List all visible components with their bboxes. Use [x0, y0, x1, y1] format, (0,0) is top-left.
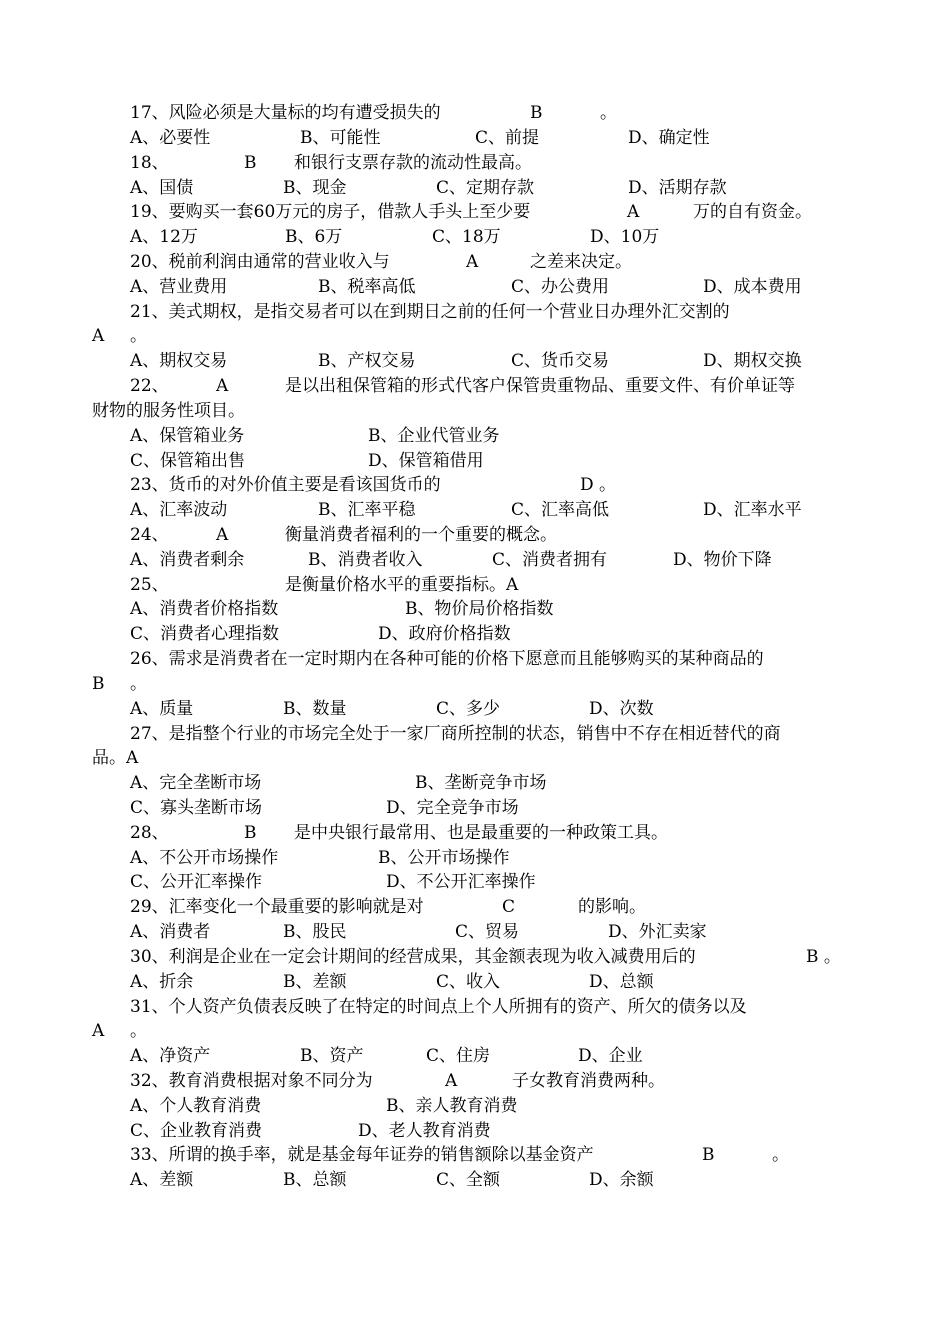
text-segment: 26、需求是消费者在一定时期内在各种可能的价格下愿意而且能够购买的某种商品的: [130, 649, 764, 669]
option-line: [0, 126, 950, 150]
text-segment: A、保管箱业务: [130, 425, 245, 446]
text-segment: 衡量消费者福利的一个重要的概念。: [285, 524, 557, 545]
text-segment: D、企业: [578, 1046, 643, 1067]
text-segment: B、可能性: [300, 127, 381, 148]
text-segment: C、18万: [432, 227, 501, 248]
option-line: [0, 275, 950, 299]
text-segment: 20、税前利润由通常的营业收入与: [130, 251, 390, 272]
text-segment: D、余额: [589, 1170, 654, 1191]
text-segment: C、全额: [436, 1170, 501, 1191]
option-line: [0, 597, 950, 621]
question-line: [0, 945, 950, 969]
text-segment: C、企业教育消费: [130, 1120, 263, 1141]
text-segment: D、完全竞争市场: [386, 798, 519, 818]
question-line: [0, 374, 950, 398]
option-line: [0, 1119, 950, 1143]
text-segment: B: [92, 673, 105, 694]
option-line: [0, 1019, 950, 1043]
option-line: [0, 746, 950, 770]
text-segment: A、必要性: [130, 127, 211, 148]
question-line: [0, 722, 950, 746]
option-line: [0, 672, 950, 696]
option-line: [0, 1044, 950, 1068]
text-segment: 是以出租保管箱的形式代客户保管贵重物品、重要文件、有价单证等: [285, 376, 795, 396]
text-segment: C、货币交易: [511, 351, 610, 372]
text-segment: B、物价局价格指数: [405, 599, 554, 620]
text-segment: 27、是指整个行业的市场完全处于一家厂商所控制的状态，销售中不存在相近替代的商: [130, 723, 781, 744]
text-segment: B、消费者收入: [308, 549, 423, 570]
question-line: [0, 573, 950, 597]
text-segment: C、消费者拥有: [492, 549, 608, 570]
option-line: [0, 870, 950, 894]
text-segment: B、股民: [283, 922, 347, 943]
text-segment: 。: [772, 1145, 789, 1166]
text-segment: B: [244, 822, 257, 843]
option-line: [0, 846, 950, 870]
question-line: [0, 101, 950, 125]
text-segment: 财物的服务性项目。: [92, 400, 245, 421]
text-segment: 和银行支票存款的流动性最高。: [294, 152, 532, 173]
text-segment: A: [466, 251, 479, 272]
text-segment: A、质量: [130, 698, 194, 719]
text-segment: A、折余: [130, 971, 194, 992]
text-segment: A、不公开市场操作: [130, 847, 279, 868]
option-line: [0, 1094, 950, 1118]
text-segment: A: [216, 524, 229, 545]
text-segment: C、汇率高低: [511, 500, 610, 521]
text-segment: 18、: [130, 152, 169, 173]
option-line: [0, 225, 950, 249]
question-line: [0, 1069, 950, 1093]
text-segment: 万的自有资金。: [693, 202, 812, 223]
text-segment: A、12万: [130, 227, 198, 248]
text-segment: 29、汇率变化一个最重要的影响就是对: [130, 897, 424, 918]
text-segment: 是中央银行最常用、也是最重要的一种政策工具。: [294, 822, 668, 843]
question-line: [0, 647, 950, 671]
option-line: [0, 399, 950, 423]
text-segment: D 。: [580, 475, 617, 496]
text-segment: 33、所谓的换手率，就是基金每年证券的销售额除以基金资产: [130, 1145, 594, 1166]
text-segment: D、外汇卖家: [608, 922, 707, 943]
text-segment: A: [92, 326, 105, 347]
text-segment: 。: [130, 326, 147, 347]
text-segment: 23、货币的对外价值主要是看该国货币的: [130, 475, 441, 496]
text-segment: 17、风险必须是大量标的均有遭受损失的: [130, 103, 441, 123]
text-segment: A、个人教育消费: [130, 1095, 262, 1116]
text-segment: 28、: [130, 822, 169, 843]
text-segment: B、企业代管业务: [368, 425, 500, 446]
text-segment: C、办公费用: [511, 276, 610, 297]
text-segment: B、总额: [283, 1170, 347, 1191]
text-segment: A、国债: [130, 177, 194, 198]
text-segment: D、确定性: [628, 127, 710, 148]
option-line: [0, 970, 950, 994]
text-segment: B、亲人教育消费: [386, 1095, 518, 1116]
text-segment: A、消费者: [130, 922, 211, 943]
option-line: [0, 771, 950, 795]
text-segment: D、保管箱借用: [368, 450, 484, 471]
option-line: [0, 349, 950, 373]
question-line: [0, 200, 950, 224]
text-segment: D、期权交换: [703, 351, 802, 372]
text-segment: A、差额: [130, 1170, 194, 1191]
text-segment: D、10万: [590, 227, 660, 248]
text-segment: B、垄断竞争市场: [415, 773, 547, 794]
text-segment: C: [502, 897, 516, 918]
text-segment: D、总额: [589, 971, 654, 992]
text-segment: B、差额: [283, 971, 347, 992]
text-segment: C、多少: [436, 698, 501, 719]
text-segment: A、汇率波动: [130, 500, 228, 521]
text-segment: A、消费者剩余: [130, 549, 245, 570]
text-segment: 22、: [130, 376, 169, 396]
text-segment: 。: [600, 103, 617, 123]
text-segment: B、数量: [283, 698, 347, 719]
text-segment: C、寡头垄断市场: [130, 798, 263, 818]
text-segment: C、消费者心理指数: [130, 624, 280, 645]
text-segment: C、贸易: [455, 922, 520, 943]
question-line: [0, 473, 950, 497]
text-segment: A、期权交易: [130, 351, 228, 372]
text-segment: 31、个人资产负债表反映了在特定的时间点上个人所拥有的资产、所欠的债务以及: [130, 996, 747, 1017]
text-segment: C、前提: [475, 127, 540, 148]
text-segment: 21、美式期权，是指交易者可以在到期日之前的任何一个营业日办理外汇交割的: [130, 301, 730, 322]
text-segment: 25、: [130, 574, 169, 595]
question-line: [0, 523, 950, 547]
text-segment: A: [627, 202, 640, 223]
option-line: [0, 449, 950, 473]
option-line: [0, 920, 950, 944]
question-line: [0, 300, 950, 324]
text-segment: B: [530, 103, 543, 123]
text-segment: D、不公开汇率操作: [386, 872, 536, 893]
option-line: [0, 796, 950, 820]
text-segment: B、公开市场操作: [378, 847, 510, 868]
text-segment: C、保管箱出售: [130, 450, 246, 471]
text-segment: B: [702, 1145, 715, 1166]
text-segment: 品。A: [92, 748, 139, 769]
text-segment: B、6万: [285, 227, 343, 248]
question-line: [0, 895, 950, 919]
option-line: [0, 548, 950, 572]
text-segment: D、政府价格指数: [378, 624, 511, 645]
text-segment: 30、利润是企业在一定会计期间的经营成果，其金额表现为收入减费用后的: [130, 946, 696, 967]
question-line: [0, 995, 950, 1019]
text-segment: B、资产: [300, 1046, 364, 1067]
text-segment: B、税率高低: [318, 276, 416, 297]
text-segment: A: [216, 376, 229, 396]
question-line: [0, 821, 950, 845]
text-segment: 。: [130, 1021, 147, 1042]
text-segment: 是衡量价格水平的重要指标。A: [285, 574, 519, 595]
option-line: [0, 622, 950, 646]
text-segment: A: [92, 1021, 105, 1042]
text-segment: A、营业费用: [130, 276, 228, 297]
text-segment: B、产权交易: [318, 351, 416, 372]
text-segment: A、完全垄断市场: [130, 773, 262, 794]
text-segment: B、现金: [283, 177, 347, 198]
text-segment: A、消费者价格指数: [130, 599, 279, 620]
option-line: [0, 697, 950, 721]
text-segment: 32、教育消费根据对象不同分为: [130, 1071, 373, 1091]
question-line: [0, 151, 950, 175]
text-segment: D、老人教育消费: [358, 1120, 491, 1141]
text-segment: 19、要购买一套60万元的房子，借款人手头上至少要: [130, 202, 531, 223]
option-line: [0, 176, 950, 200]
option-line: [0, 1168, 950, 1192]
text-segment: D、成本费用: [703, 276, 802, 297]
option-line: [0, 424, 950, 448]
option-line: [0, 324, 950, 348]
text-segment: B: [244, 152, 257, 173]
text-segment: C、住房: [426, 1046, 491, 1067]
text-segment: B 。: [806, 946, 841, 967]
text-segment: B、汇率平稳: [318, 500, 416, 521]
question-line: [0, 250, 950, 274]
text-segment: C、公开汇率操作: [130, 872, 263, 893]
text-segment: 之差来决定。: [530, 251, 632, 272]
text-segment: A、净资产: [130, 1046, 211, 1067]
text-segment: C、收入: [436, 971, 501, 992]
text-segment: C、定期存款: [436, 177, 535, 198]
text-segment: D、次数: [589, 698, 654, 719]
text-segment: D、汇率水平: [703, 500, 802, 521]
question-line: [0, 1143, 950, 1167]
text-segment: 。: [130, 673, 147, 694]
text-segment: 24、: [130, 524, 169, 545]
text-segment: 子女教育消费两种。: [512, 1071, 665, 1091]
text-segment: D、活期存款: [628, 177, 727, 198]
option-line: [0, 498, 950, 522]
text-segment: D、物价下降: [673, 549, 772, 570]
text-segment: 的影响。: [578, 897, 646, 918]
text-segment: A: [445, 1071, 458, 1091]
